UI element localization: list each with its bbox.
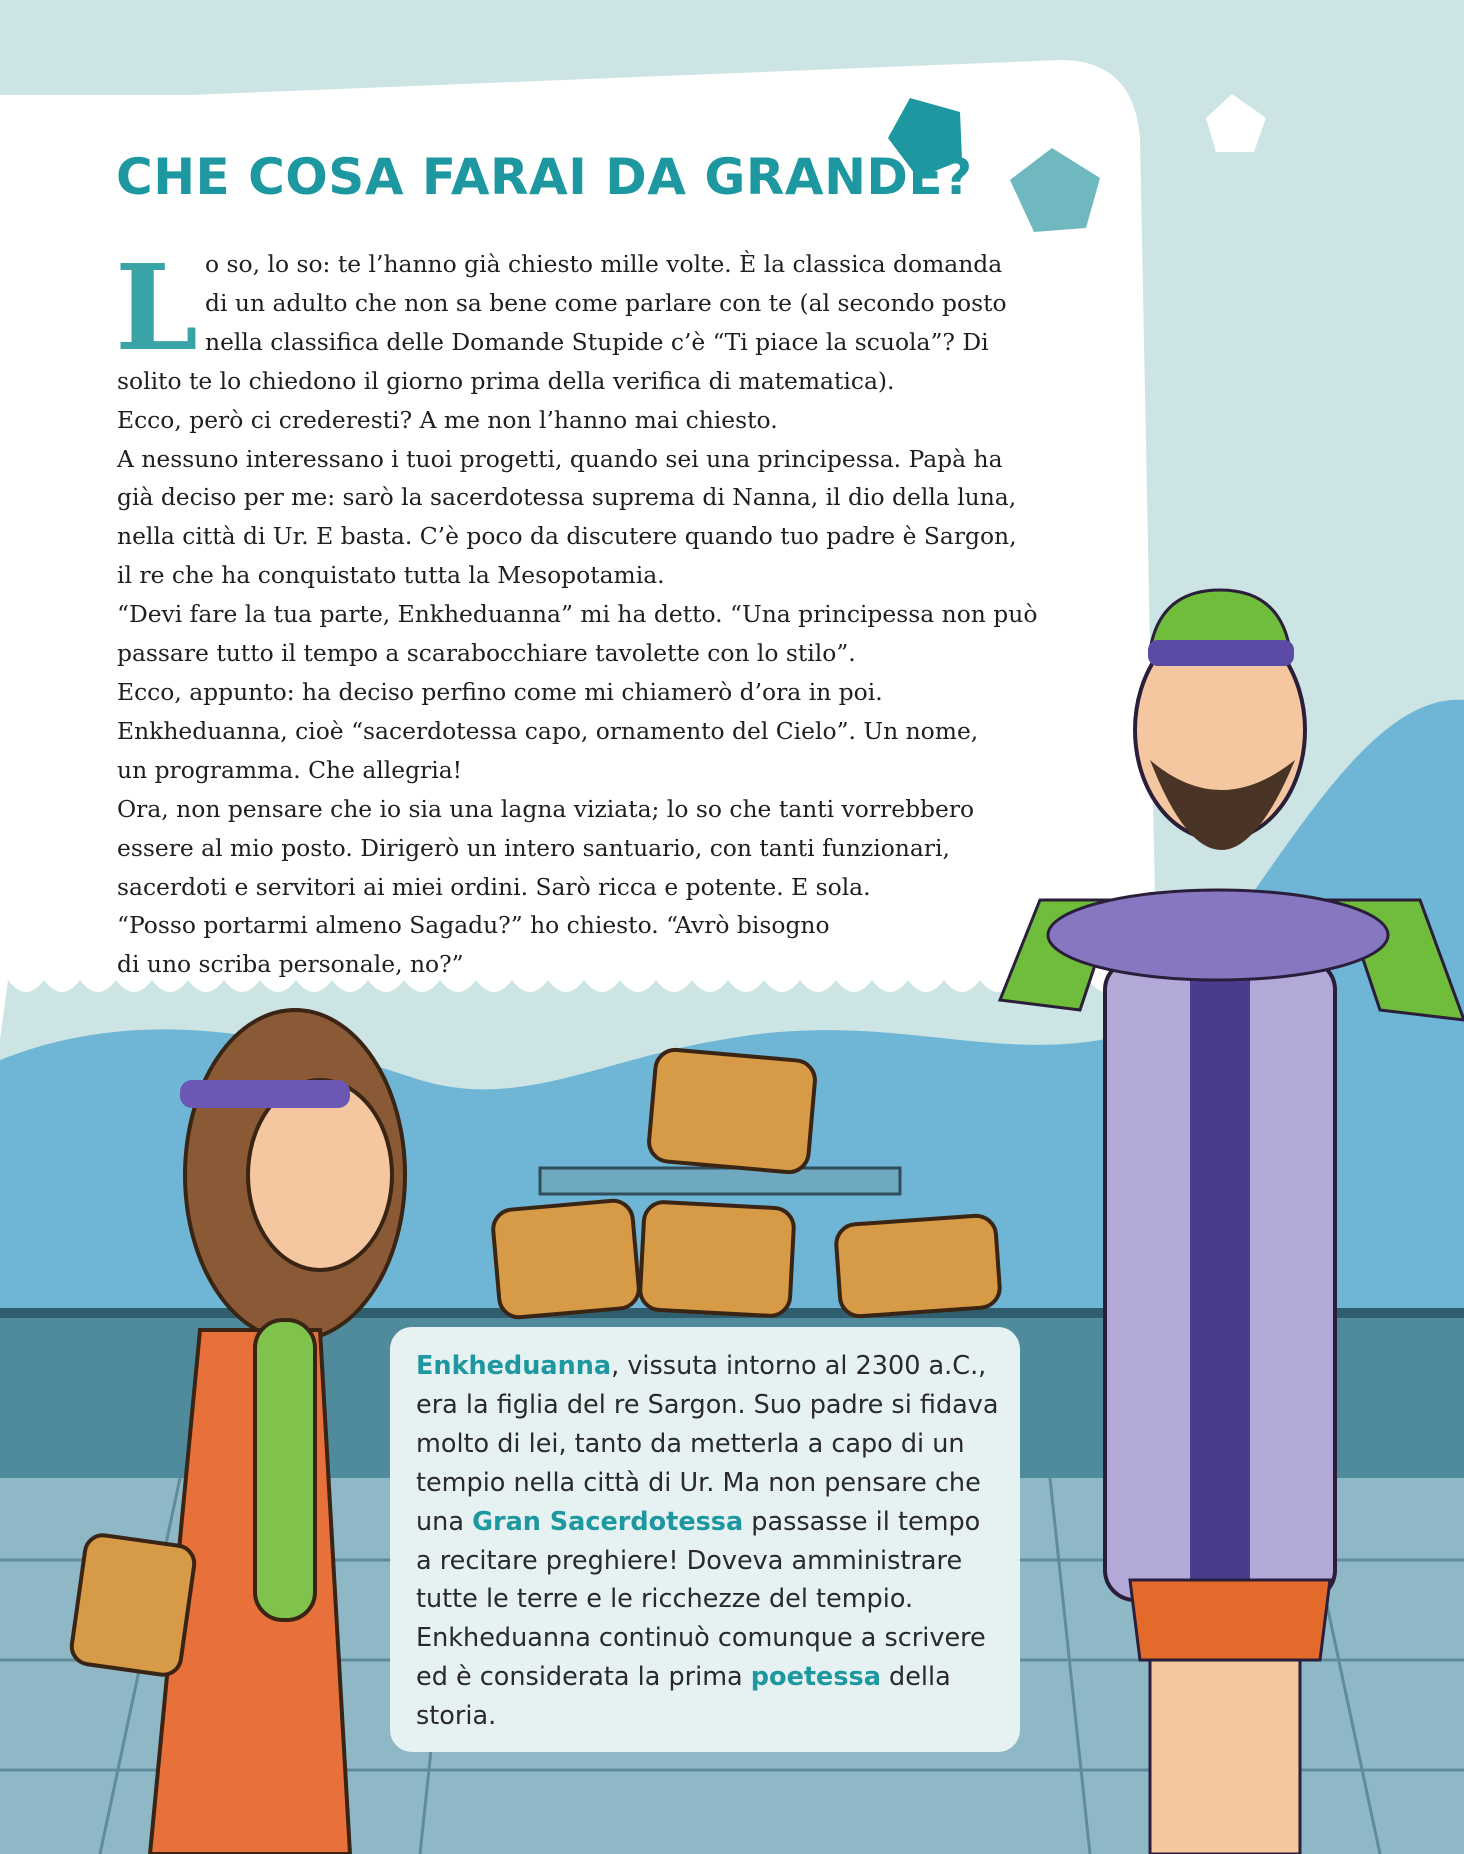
story-text <box>115 238 1038 984</box>
highlight-name: Enkheduanna <box>416 1351 612 1381</box>
info-box <box>390 1327 1020 1752</box>
story-line: Ora, non pensare che io sia una lagna viziata; lo so che tanti vorrebbero <box>117 794 975 823</box>
info-line: tutte le terre e le ricchezze del tempio. <box>416 1584 914 1615</box>
story-line: A nessuno interessano i tuoi progetti, quando sei una principessa. Papà ha <box>117 444 1003 473</box>
drop-cap: L <box>115 238 198 377</box>
story-line: solito te lo chiedono il giorno prima della verifica di matematica). <box>117 366 895 395</box>
info-text: passasse il tempo <box>743 1506 981 1537</box>
story-line: Enkheduanna, cioè “sacerdotessa capo, ornamento del Cielo”. Un nome, <box>117 716 979 745</box>
story-line: essere al mio posto. Dirigerò un intero santuario, con tanti funzionari, <box>117 833 950 862</box>
story-line: o so, lo so: te l’hanno già chiesto mille volte. È la classica domanda <box>205 250 1003 278</box>
info-text: della <box>880 1662 951 1693</box>
story-line: nella città di Ur. E basta. C’è poco da discutere quando tuo padre è Sargon, <box>117 522 1017 551</box>
story-line: “Posso portarmi almeno Sagadu?” ho chiesto. “Avrò bisogno <box>117 911 830 940</box>
story-line: il re che ha conquistato tutta la Mesopotamia. <box>117 561 665 590</box>
story-line: di uno scriba personale, no?” <box>117 950 464 979</box>
info-text: ed è considerata la prima <box>416 1662 751 1693</box>
story-line: già deciso per me: sarò la sacerdotessa suprema di Nanna, il dio della luna, <box>117 483 1017 512</box>
info-text: , vissuta intorno al 2300 a.C., <box>611 1351 987 1381</box>
story-line: nella classifica delle Domande Stupide c’è “Ti piace la scuola”? Di <box>205 327 989 356</box>
highlight-term: Gran Sacerdotessa <box>472 1506 744 1537</box>
tablet-shelf <box>540 1168 900 1194</box>
info-line <box>416 1347 996 1386</box>
highlight-term: poetessa <box>750 1662 881 1693</box>
info-line: storia. <box>416 1701 497 1732</box>
info-line: era la figlia del re Sargon. Suo padre si fidava <box>416 1389 999 1420</box>
story-line: Ecco, appunto: ha deciso perfino come mi chiamerò d’ora in poi. <box>117 677 883 706</box>
info-line: a recitare preghiere! Doveva amministrare <box>416 1545 963 1576</box>
info-line <box>416 1658 996 1697</box>
story-line: di un adulto che non sa bene come parlare con te (al secondo posto <box>205 288 1007 317</box>
page-title: CHE COSA FARAI DA GRANDE? <box>116 148 973 206</box>
info-text: una <box>416 1506 473 1537</box>
story-line: sacerdoti e servitori ai miei ordini. Sarò ricca e potente. E sola. <box>117 872 871 901</box>
story-line: un programma. Che allegria! <box>117 755 463 784</box>
story-line: “Devi fare la tua parte, Enkheduanna” mi ha detto. “Una principessa non può <box>117 600 1038 629</box>
info-line: molto di lei, tanto da metterla a capo di un <box>416 1428 965 1459</box>
info-line: tempio nella città di Ur. Ma non pensare che <box>416 1467 981 1498</box>
info-line <box>416 1503 996 1542</box>
story-line: passare tutto il tempo a scarabocchiare tavolette con lo stilo”. <box>117 639 856 668</box>
info-line: Enkheduanna continuò comunque a scrivere <box>416 1623 986 1654</box>
story-line: Ecco, però ci crederesti? A me non l’hanno mai chiesto. <box>117 405 778 434</box>
